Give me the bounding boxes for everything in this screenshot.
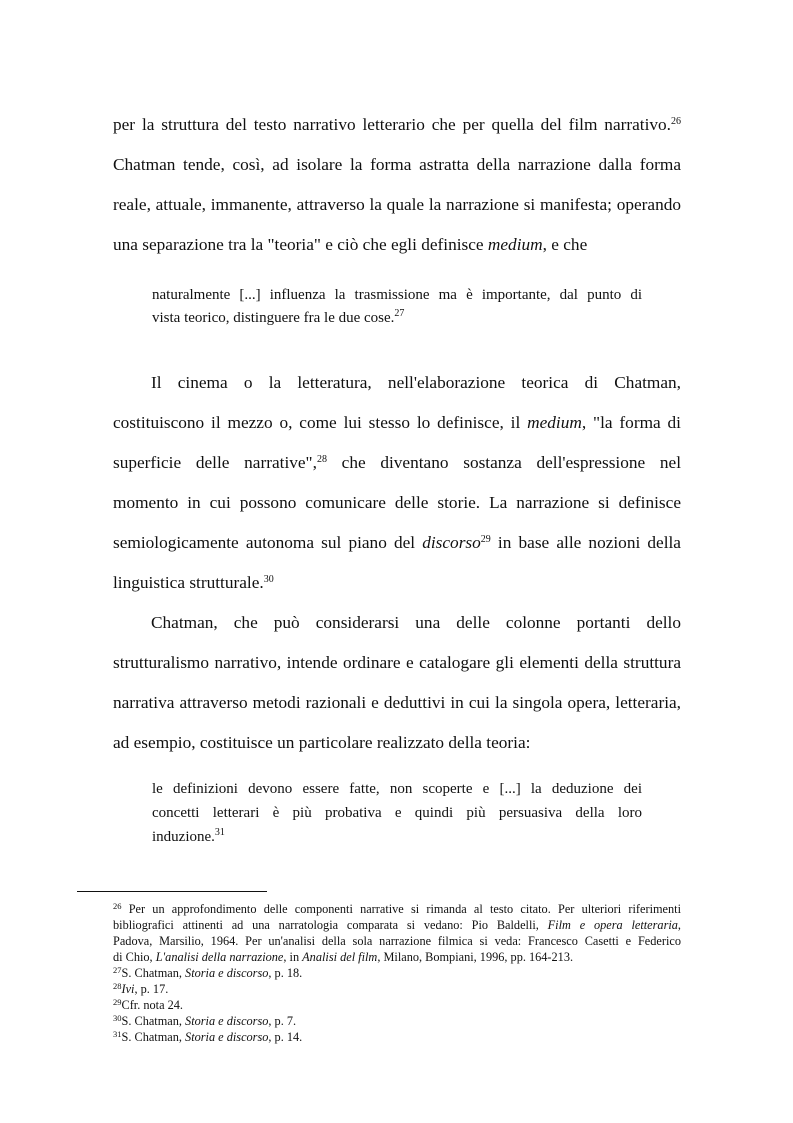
- text-run: , p. 17.: [134, 982, 169, 996]
- footnote-29: [113, 997, 681, 1013]
- text-line: reale, attuale, immanente, attraverso la quale la narrazione si manifesta; operando: [113, 195, 681, 214]
- text-run: , p. 7.: [268, 1014, 297, 1028]
- footnote-separator: [77, 891, 267, 892]
- italic-term: medium: [527, 413, 582, 432]
- text-line: [113, 452, 681, 474]
- italic-title: L'analisi della narrazione: [155, 950, 284, 964]
- text-run: , p. 18.: [268, 966, 303, 980]
- text-run: , p. 14.: [268, 1030, 303, 1044]
- text-line: [113, 532, 681, 554]
- footnote-ref-27[interactable]: 27: [394, 308, 405, 319]
- italic-title: Analisi del film: [302, 950, 378, 964]
- text-line: momento in cui possono comunicare delle storie. La narrazione si definisce: [113, 493, 681, 512]
- text-run: Per un approfondimento delle componenti narrative si rimanda al testo citato. Per ulteriori riferimenti: [121, 902, 681, 916]
- text-run: ,: [677, 918, 681, 932]
- text-run: bibliografici attinenti ad una narratologia comparata si vedano: Pio Baldelli,: [113, 918, 548, 932]
- footnote-number: 28: [113, 981, 122, 991]
- text-line: [113, 234, 681, 256]
- quote-line: [152, 827, 642, 847]
- italic-title: Storia e discorso: [185, 1030, 269, 1044]
- text-run: superficie delle narrative",: [113, 453, 317, 472]
- text-run: , in: [283, 950, 303, 964]
- footnote-ref-31[interactable]: 31: [214, 827, 225, 838]
- footnote-26: [113, 901, 681, 917]
- text-line: Chatman, che può considerarsi una delle colonne portanti dello: [151, 613, 681, 632]
- text-line: Chatman tende, così, ad isolare la forma astratta della narrazione dalla forma: [113, 155, 681, 174]
- footnote-ref-26[interactable]: 26: [671, 116, 681, 127]
- text-line: [113, 572, 681, 594]
- footnote-number: 26: [113, 901, 122, 911]
- quote-line: [152, 308, 642, 328]
- text-run: in base alle nozioni della: [490, 533, 681, 552]
- italic-title: Storia e discorso: [185, 1014, 269, 1028]
- text-run: , Milano, Bompiani, 1996, pp. 164-213.: [377, 950, 574, 964]
- footnote-number: 31: [113, 1029, 122, 1039]
- text-run: una separazione tra la "teoria" e ciò che egli definisce: [113, 235, 488, 254]
- footnote-number: 29: [113, 997, 122, 1007]
- text-run: costituiscono il mezzo o, come lui stesso lo definisce, il: [113, 413, 528, 432]
- footnote-line: [113, 917, 681, 933]
- italic-term: discorso: [422, 533, 481, 552]
- footnote-27: [113, 965, 681, 981]
- text-run: S. Chatman,: [121, 1030, 186, 1044]
- footnote-line: Padova, Marsilio, 1964. Per un'analisi della sola narrazione filmica si veda: Francesco Casetti e Federico: [113, 934, 681, 948]
- text-run: S. Chatman,: [121, 966, 186, 980]
- text-run: di Chio,: [113, 950, 156, 964]
- footnote-ref-29[interactable]: 29: [480, 534, 491, 545]
- text-line: [113, 114, 681, 136]
- text-run: semiologicamente autonoma sul piano del: [113, 533, 423, 552]
- footnote-31: [113, 1029, 681, 1045]
- text-line: strutturalismo narrativo, intende ordinare e catalogare gli elementi della struttura: [113, 653, 681, 672]
- footnote-line: [113, 949, 681, 965]
- quote-line: concetti letterari è più probativa e quindi più persuasiva della loro: [152, 805, 642, 821]
- italic-title: Film e opera letteraria: [547, 918, 678, 932]
- text-run: linguistica strutturale.: [113, 573, 264, 592]
- text-run: vista teorico, distinguere fra le due cose.: [152, 310, 395, 326]
- quote-line: naturalmente [...] influenza la trasmissione ma è importante, dal punto di: [152, 287, 642, 303]
- footnote-ref-30[interactable]: 30: [263, 574, 274, 585]
- footnote-number: 27: [113, 965, 122, 975]
- text-line: [113, 412, 681, 434]
- italic-term: medium: [487, 235, 543, 254]
- text-line: Il cinema o la letteratura, nell'elaborazione teorica di Chatman,: [151, 373, 681, 392]
- text-run: , "la forma di: [581, 413, 681, 432]
- footnote-number: 30: [113, 1013, 122, 1023]
- text-run: che diventano sostanza dell'espressione nel: [326, 453, 682, 472]
- italic-title: Storia e discorso: [185, 966, 269, 980]
- text-run: S. Chatman,: [121, 1014, 186, 1028]
- footnote-30: [113, 1013, 681, 1029]
- footnote-28: [113, 981, 681, 997]
- text-run: per la struttura del testo narrativo letterario che per quella del film narrativo.: [113, 115, 671, 134]
- quote-line: le definizioni devono essere fatte, non scoperte e [...] la deduzione dei: [152, 781, 642, 797]
- text-run: Cfr. nota 24.: [121, 998, 183, 1012]
- text-line: ad esempio, costituisce un particolare realizzato della teoria:: [113, 733, 531, 752]
- text-run: induzione.: [152, 829, 215, 845]
- text-line: narrativa attraverso metodi razionali e deduttivi in cui la singola opera, letteraria,: [113, 693, 681, 712]
- footnote-ref-28[interactable]: 28: [316, 454, 327, 465]
- italic-title: Ivi: [121, 982, 135, 996]
- text-run: , e che: [542, 235, 588, 254]
